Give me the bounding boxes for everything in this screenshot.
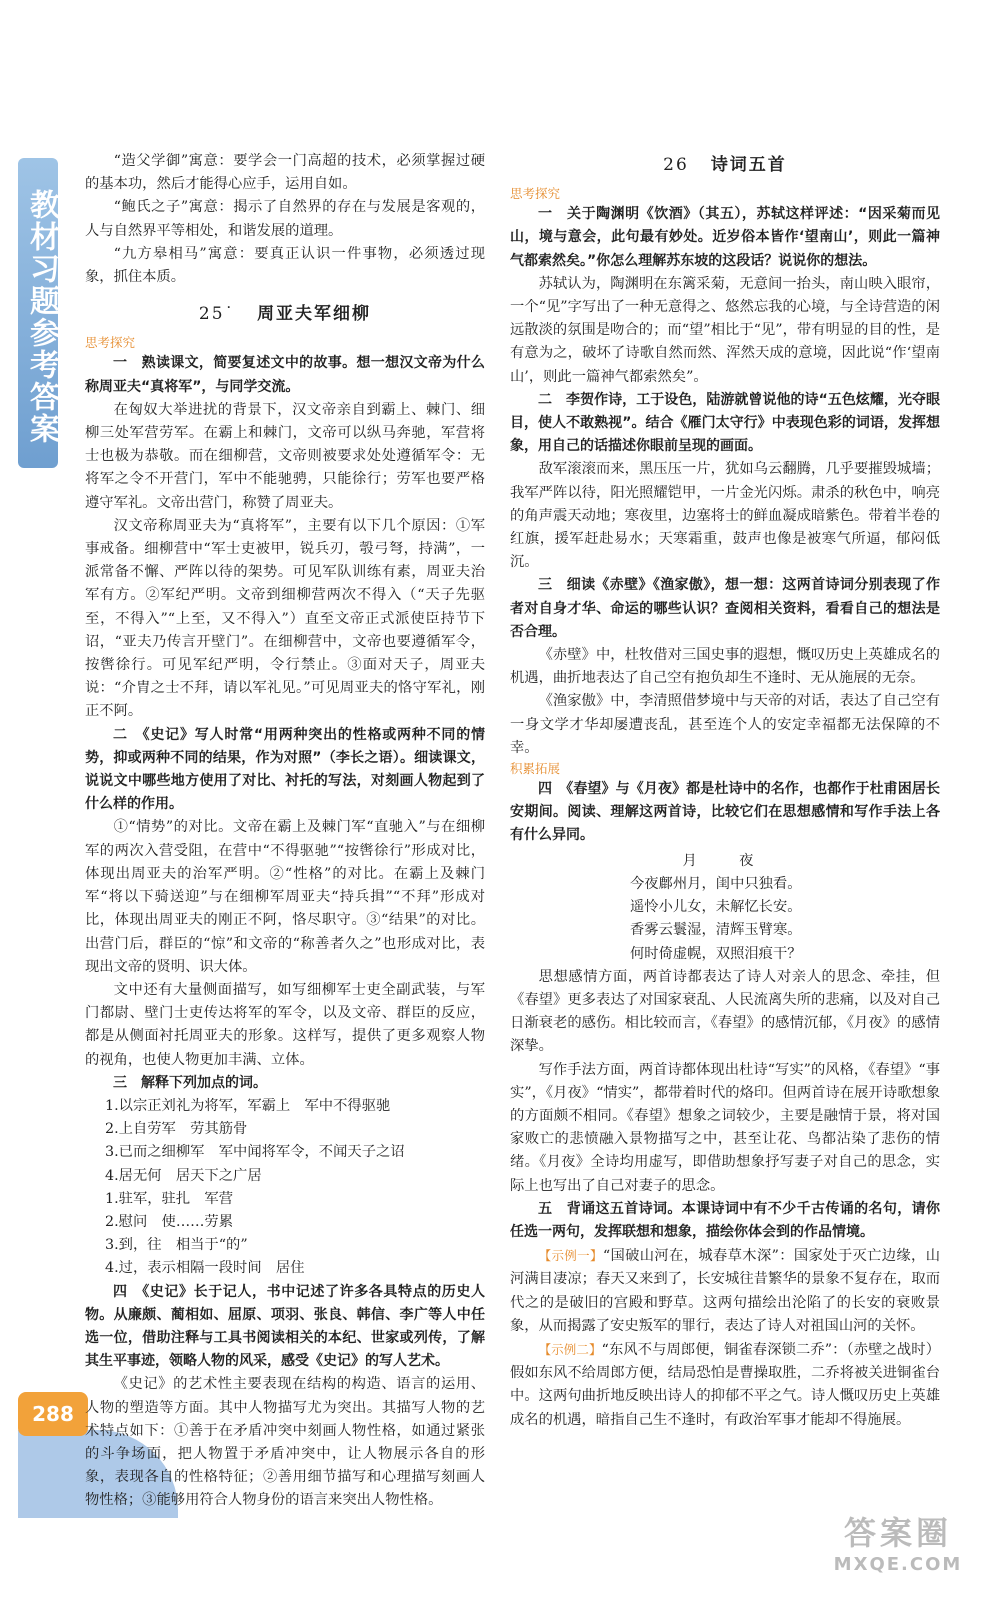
answer-item: 2.慰问 使……劳累 <box>105 1213 234 1230</box>
watermark-url: MXQE.COM <box>833 1554 963 1575</box>
answer: 在匈奴大举进扰的背景下，汉文帝亲自到霸上、棘门、细柳三处军营劳军。在霸上和棘门，文帝可以纵马奔驰，军营将士也极为恭敬。而在细柳营，文帝则被要求处处遵循军令：无将军之令不开营门，军中不能驰骋，只能徐行；劳军也要严格遵守军礼。文帝出营门，称赞了周亚夫。 <box>85 401 485 511</box>
question: 二 《史记》写人时常“用两种突出的性格或两种不同的情势，抑或两种不同的结果，作为对照”（李长之语）。细读课文，说说文中哪些地方使用了对比、衬托的写法，对刻画人物起到了什么样的作用。 <box>85 726 485 813</box>
page-number: 288 <box>18 1392 88 1436</box>
lesson-number: 26 <box>663 155 689 175</box>
answer-item: 4.过，表示相隔一段时间 居住 <box>105 1260 305 1277</box>
right-column <box>510 150 940 1432</box>
example-text: “东风不与周郎便，铜雀春深锁二乔”：（赤壁之战时）假如东风不给周郎方便，结局恐怕是曹操取胜，二乔将被关进铜雀台中。这两句曲折地反映出诗人的抑郁不平之气。诗人慨叹历史上英雄成名的机遇，暗指自己生不逢时，有政治军事才能却不得施展。 <box>510 1341 940 1428</box>
answer: 写作手法方面，两首诗都体现出杜诗“写实”的风格，《春望》“事实”，《月夜》“情实”，都带着时代的烙印。但两首诗在展开诗歌想象的方面颇不相同。《春望》想象之词较少，主要是融情于景，将对国家败亡的悲愤融入景物描写之中，甚至让花、鸟都沾染了悲伤的情绪。《月夜》全诗均用虚写，即借助想象抒写妻子对自己的思念，实际上也写出了自己对妻子的思念。 <box>510 1061 940 1194</box>
lesson-number: 25˙ <box>198 304 236 325</box>
answer: 文中还有大量侧面描写，如写细柳军士吏全副武装，与军门都尉、壁门士吏传达将军的军令，以及文帝、群臣的反应，都是从侧面衬托周亚夫的形象。这样写，提供了更多观察人物的视角，也使人物更加丰满、立体。 <box>85 981 485 1068</box>
exercise-item: 4.居无何 居天下之广居 <box>105 1167 262 1184</box>
poem <box>510 850 940 966</box>
answer: 汉文帝称周亚夫为“真将军”，主要有以下几个原因：①军事戒备。细柳营中“军士吏被甲，锐兵刃，彀弓弩，持满”，一派常备不懈、严阵以待的架势。可见军队训练有素，周亚夫治军有方。②军纪严明。文帝到细柳营两次不得入（“天子先驱至，不得入”“上至，又不得入”）直至文帝正式派使臣持节下诏，“亚夫乃传言开壁门”。在细柳营中，文帝也要遵循军令，按辔徐行。可见军纪严明，令行禁止。③面对天子，周亚夫说：“介胄之士不拜，请以军礼见。”可见周亚夫的恪守军礼，刚正不阿。 <box>85 517 485 720</box>
answer-item: 1.驻军，驻扎 军营 <box>105 1190 234 1207</box>
question: 四 《春望》与《月夜》都是杜诗中的名作，也都作于杜甫困居长安期间。阅读、理解这两首诗，比较它们在思想感情和写作手法上各有什么异同。 <box>510 781 940 844</box>
lesson-heading <box>510 154 940 177</box>
paragraph: “造父学御”寓意：要学会一门高超的技术，必须掌握过硬的基本功，然后才能得心应手，运用自如。 <box>85 153 485 193</box>
example-label: 【示例一】 <box>538 1248 603 1264</box>
question: 三 解释下列加点的词。 <box>113 1074 267 1091</box>
lesson-title: 诗词五首 <box>710 155 787 175</box>
answer: 思想感情方面，两首诗都表达了诗人对亲人的思念、牵挂，但《春望》更多表达了对国家衰乱、人民流离失所的悲痛，以及对自己日渐衰老的感伤。相比较而言，《春望》的感情沉郁，《月夜》的感情深挚。 <box>510 968 940 1055</box>
answer: 苏轼认为，陶渊明在东篱采菊，无意间一抬头，南山映入眼帘，一个“见”字写出了一种无意得之、悠然忘我的心境，与全诗营造的闲远散淡的氛围是吻合的；而“望”相比于“见”，带有明显的目的性，是有意为之，破坏了诗歌自然而然、浑然天成的意境，因此说“作‘望南山’，则此一篇神气都索然矣”。 <box>510 275 940 385</box>
answer: ①“情势”的对比。文帝在霸上及棘门军“直驰入”与在细柳军的两次入营受阻，在营中“不得驱驰”“按辔徐行”形成对比，体现出周亚夫的治军严明。②“性格”的对比。在霸上及棘门军“将以下骑送迎”与在细柳军周亚夫“持兵揖”“不拜”形成对比，体现出周亚夫的刚正不阿，恪尽职守。③“结果”的对比。出营门后，群臣的“惊”和文帝的“称善者久之”也形成对比，表现出文帝的贤明、识大体。 <box>85 819 485 975</box>
left-column <box>85 150 485 1513</box>
question: 四 《史记》长于记人，书中记述了许多各具特点的历史人物。从廉颇、蔺相如、屈原、项羽、张良、韩信、李广等人中任选一位，借助注释与工具书阅读相关的本纪、世家或列传，了解其生平事迹，领略人物的风采，感受《史记》的写人艺术。 <box>85 1283 485 1370</box>
paragraph: “九方皋相马”寓意：要真正认识一件事物，必须透过现象，抓住本质。 <box>85 245 485 286</box>
example <box>510 1338 940 1432</box>
example-label: 【示例二】 <box>538 1341 602 1357</box>
question: 一 熟读课文，简要复述文中的故事。想一想汉文帝为什么称周亚夫“真将军”，与同学交流。 <box>85 355 485 395</box>
question: 一 关于陶渊明《饮酒》（其五），苏轼这样评述：“因采菊而见山，境与意会，此句最有妙处。近岁俗本皆作‘望南山’，则此一篇神气都索然矣。”你怎么理解苏东坡的这段话？说说你的想法。 <box>510 206 940 269</box>
poem-line: 何时倚虚幌，双照泪痕干？ <box>630 945 802 962</box>
side-tab-label: 教材习题参考答案 <box>18 158 58 468</box>
section-tag: 思考探究 <box>510 186 561 202</box>
question: 二 李贺作诗，工于设色，陆游就曾说他的诗“五色炫耀，光夺眼目，使人不敢熟视”。结合《雁门太守行》中表现色彩的词语，发挥想象，用自己的话描述你眼前呈现的画面。 <box>510 391 940 455</box>
answer: 《渔家傲》中，李清照借梦境中与天帝的对话，表达了自己空有一身文学才华却屡遭丧乱，甚至连个人的安定幸福都无法保障的不幸。 <box>510 693 940 756</box>
watermark-logo <box>818 1508 978 1580</box>
question: 三 细读《赤壁》《渔家傲》，想一想：这两首诗词分别表现了作者对自身才华、命运的哪些认识？查阅相关资料，看看自己的想法是否合理。 <box>510 577 940 640</box>
section-tag: 积累拓展 <box>510 761 561 777</box>
poem-line: 今夜鄜州月，闺中只独看。 <box>630 875 802 892</box>
example <box>510 1244 940 1338</box>
poem-line: 遥怜小儿女，未解忆长安。 <box>630 899 802 916</box>
watermark-text: 答案圈 <box>843 1514 952 1552</box>
exercise-item: 3.已而之细柳军 军中闻将军令，不闻天子之诏 <box>105 1144 405 1161</box>
answer-item: 3.到，往 相当于“的” <box>105 1237 248 1254</box>
answer: 敌军滚滚而来，黑压压一片，犹如乌云翻腾，几乎要摧毁城墙；我军严阵以待，阳光照耀铠甲，一片金光闪烁。肃杀的秋色中，响亮的角声震天动地；寒夜里，边塞将士的鲜血凝成暗紫色。带着半卷的红旗，援军赶赴易水；天寒霜重，鼓声也像是被寒气所逼，郁闷低沉。 <box>510 461 940 571</box>
exercise-item: 2.上自劳军 劳其筋骨 <box>105 1121 248 1138</box>
question: 五 背诵这五首诗词。本课诗词中有不少千古传诵的名句，请你任选一两句，发挥联想和想象，描绘你体会到的作品情境。 <box>510 1200 940 1240</box>
answer: 《史记》的艺术性主要表现在结构的构造、语言的运用、人物的塑造等方面。其中人物描写尤为突出。其描写人物的艺术特点如下：①善于在矛盾冲突中刻画人物性格，如通过紧张的斗争场面，把人物置于矛盾冲突中，让人物展示各自的形象，表现各自的性格特征；②善用细节描写和心理描写刻画人物性格；③能够用符合人物身份的语言来突出人物性格。 <box>85 1376 485 1509</box>
exercise-item: 1.以宗正刘礼为将军，军霸上 军中不得驱驰 <box>105 1097 391 1114</box>
poem-line: 香雾云鬟湿，清辉玉臂寒。 <box>630 922 802 939</box>
paragraph: “鲍氏之子”寓意：揭示了自然界的存在与发展是客观的，人与自然界平等相处，和谐发展的道理。 <box>85 199 485 239</box>
poem-title: 月 夜 <box>682 852 768 869</box>
section-tag: 思考探究 <box>85 335 136 351</box>
lesson-heading <box>85 303 485 326</box>
lesson-title: 周亚夫军细柳 <box>257 304 372 325</box>
answer: 《赤壁》中，杜牧借对三国史事的遐想，慨叹历史上英雄成名的机遇，曲折地表达了自己空有抱负却生不逢时、无从施展的无奈。 <box>510 647 940 687</box>
example-text: “国破山河在，城春草木深”：国家处于灭亡边缘，山河满目凄凉；春天又来到了，长安城往昔繁华的景象不复存在，取而代之的是破旧的宫殿和野草。这两句描绘出沦陷了的长安的衰败景象，从而揭露了安史叛军的罪行，表达了诗人对祖国山河的关怀。 <box>510 1248 940 1334</box>
